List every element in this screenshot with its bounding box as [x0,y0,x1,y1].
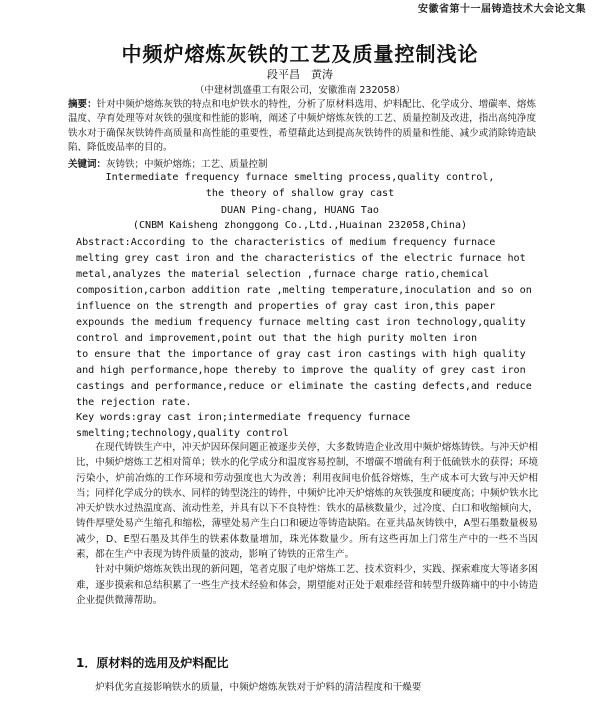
english-abstract [76,235,546,411]
keywords-zh-text: 灰铸铁；中频炉熔炼；工艺、质量控制 [106,159,268,170]
english-title [0,170,600,202]
keywords-zh-label: 关键词： [68,159,107,170]
english-abstract-line: metal,analyzes the material selection ,furnace charge ratio,chemical [76,269,490,280]
english-abstract-line: to ensure that the importance of gray cast iron castings with high quality [76,349,526,360]
abstract-zh [68,98,536,156]
english-authors: DUAN Ping-chang, HUANG Tao [220,205,379,216]
english-abstract-line: expounds the medium frequency furnace melting cast iron technology,quality [76,317,526,328]
english-keywords [76,410,546,442]
section-heading: 1．原材料的选用及炉料配比 [76,656,229,670]
english-abstract-line: control and improvement,point out that the high purity molten iron [76,333,478,344]
english-title-line: the theory of shallow gray cast [205,188,395,199]
abstract-zh-text: 针对中频炉熔炼灰铁的特点和电炉铁水的特性，分析了原材料选用、炉料配比、化学成分、增碳率、熔炼温度、孕育处理等对灰铁的强度和性能的影响，阐述了中频炉熔炼灰铁的工艺、质量控制及改进，指出高纯净度铁水对于确保灰铁铸件高质量和高性能的重要性，希望藉此达到提高灰铁铸件的质量和性能、减少或消除铸造缺陷、降低废品率的目的。 [68,99,536,154]
body-text [76,440,538,608]
english-keywords-line: smelting;technology,quality control [76,428,289,439]
english-abstract-line: melting grey cast iron and the characteristics of the electric furnace hot [76,253,526,264]
authors: 段平昌 黄涛 [267,68,333,81]
english-abstract-line: the rejection rate. [76,397,192,408]
running-header: 安徽省第十一届铸造技术大会论文集 [418,4,586,15]
english-keywords-line: Key words:gray cast iron;intermediate frequency furnace [76,412,411,423]
english-abstract-line: influence on the strength and properties of gray cast iron,this paper [76,301,496,312]
body-paragraph: 在现代铸铁生产中，冲天炉因环保问题正被逐步关停，大多数铸造企业改用中频炉熔炼铸铁。与冲天炉相比，中频炉熔炼工艺相对简单；铁水的化学成分和温度容易控制，不增碳不增硫有利于低硫铁水的获得；环境污染小，炉前冶炼的工作环境和劳动强度也大为改善；利用夜间电价低谷熔炼，生产成本可大致与冲天炉相当；同样化学成分的铁水、同样的铸型浇注的铸件，中频炉比冲天炉熔炼的灰铁强度和硬度高；中频炉铁水比冲天炉铁水过热温度高、流动性差，并具有以下不良特性：铁水的晶核数量少，过冷度、白口和收缩倾向大，铸件厚壁处易产生缩孔和缩松，薄壁处易产生白口和硬边等铸造缺陷。在亚共晶灰铸铁中，A型石墨数量极易减少，D、E型石墨及其伴生的铁素体数量增加，珠光体数量少。所有这些再加上门常生产中的一些不当因素，都在生产中表现为铸件质量的波动，影响了铸铁的正常生产。 [76,442,538,561]
abstract-zh-label: 摘要： [68,99,97,110]
english-affiliation: (CNBM Kaisheng zhonggong Co.,Ltd.,Huainan 232058,China) [132,220,468,231]
english-abstract-line: and high performance,hope thereby to improve the quality of grey cast iron [76,365,526,376]
paper-title: 中频炉熔炼灰铁的工艺及质量控制浅论 [121,42,479,66]
affiliation: （中建材凯盛重工有限公司，安徽淮南 232058） [194,85,406,96]
english-abstract-line: Abstract:According to the characteristics of medium frequency furnace [76,237,496,248]
section-text: 炉料优劣直接影响铁水的质量，中频炉熔炼灰铁对于炉料的清洁程度和干燥要 [95,682,422,693]
english-abstract-line: castings and performance,reduce or eliminate the casting defects,and reduce [76,381,532,392]
english-title-line: Intermediate frequency furnace smelting process,quality control, [105,172,495,183]
body-paragraph: 针对中频炉熔炼灰铁出现的新问题，笔者克服了电炉熔炼工艺、技术资料少，实践、探索难度大等诸多困难，逐步摸索和总结积累了一些生产技术经验和体会，期望能对正处于艰难经营和转型升级阵痛中的中小铸造企业提供微薄帮助。 [76,564,538,606]
english-abstract-line: composition,carbon addition rate ,melting temperature,inoculation and so on [76,285,532,296]
